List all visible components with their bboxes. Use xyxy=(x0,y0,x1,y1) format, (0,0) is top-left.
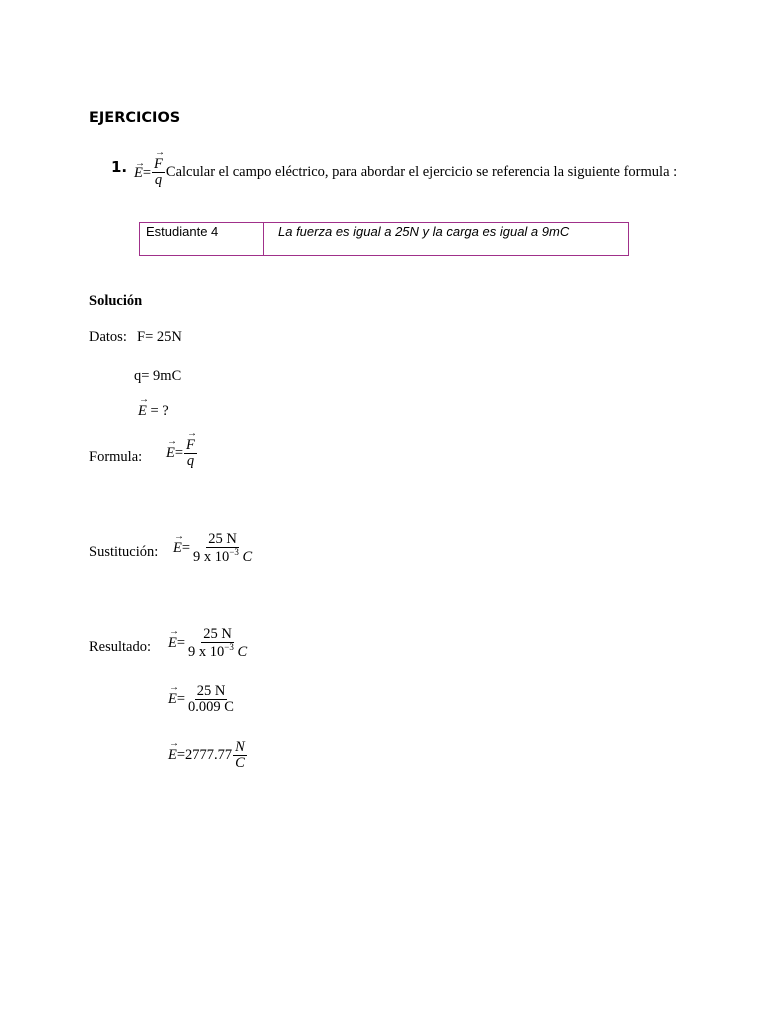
vector-e-symbol: → E xyxy=(134,159,143,187)
list-number: 1. xyxy=(111,158,128,176)
vector-e-symbol: → E xyxy=(166,445,175,462)
vector-f-symbol: → F xyxy=(186,438,195,453)
sustitucion-denominator: 9 x $10^{-3}$ C xyxy=(193,547,253,566)
step2-denominator: 0.009 C xyxy=(188,699,234,716)
statement-cell: La fuerza es igual a 25N y la carga es igual a 9mC xyxy=(264,223,629,256)
sustitucion-equation xyxy=(173,532,255,565)
vector-e-symbol: → E xyxy=(168,747,177,764)
exercise-paragraph xyxy=(134,157,678,188)
equals-sign: = xyxy=(176,691,186,708)
step1-denominator: 9 x $10^{-3}$ C xyxy=(188,642,248,661)
formula-label: Formula: xyxy=(89,449,143,465)
vector-e-symbol: → E xyxy=(168,691,177,708)
exercise-text: Calcular el campo eléctrico, para abordar el ejercicio se referencia la siguiente formula : xyxy=(165,164,678,181)
charge-symbol: q xyxy=(154,172,163,189)
resultado-step-2 xyxy=(168,684,237,715)
resultado-step-1 xyxy=(168,627,250,660)
sustitucion-label: Sustitución: xyxy=(89,544,159,560)
step1-numerator: 25 N xyxy=(203,626,232,642)
inline-formula xyxy=(134,157,166,188)
formula-fraction xyxy=(184,438,197,469)
page-heading: EJERCICIOS xyxy=(89,110,181,126)
charge-symbol: q xyxy=(186,453,195,470)
formula-equation xyxy=(166,438,198,469)
datos-label: Datos: xyxy=(89,329,127,345)
force-over-charge-fraction xyxy=(152,157,165,188)
result-unit-denominator: C xyxy=(235,755,245,772)
step2-fraction xyxy=(186,684,236,715)
resultado-step-3 xyxy=(168,740,248,771)
equals-sign: = xyxy=(176,635,186,652)
equals-sign: = xyxy=(142,164,152,181)
datos-unknown xyxy=(138,403,169,420)
result-value: 2777.77 xyxy=(185,747,233,764)
sustitucion-numerator: 25 N xyxy=(208,531,237,547)
result-unit-numerator: N xyxy=(235,739,245,755)
equals-sign: = xyxy=(174,445,184,462)
datos-force: F= 25N xyxy=(137,329,182,345)
student-table xyxy=(139,222,629,256)
vector-e-symbol: → E xyxy=(173,540,182,557)
equals-sign: = xyxy=(181,540,191,557)
equals-sign: = xyxy=(176,747,186,764)
vector-e-symbol: → E xyxy=(168,635,177,652)
unknown-mark: = ? xyxy=(150,403,169,419)
step1-fraction xyxy=(186,627,249,660)
datos-charge: q= 9mC xyxy=(134,368,182,384)
sustitucion-fraction xyxy=(191,532,254,565)
student-cell: Estudiante 4 xyxy=(140,223,264,256)
vector-e-symbol: → E xyxy=(138,403,147,420)
solution-heading: Solución xyxy=(89,293,143,309)
resultado-label: Resultado: xyxy=(89,639,152,655)
vector-f-symbol: → F xyxy=(154,157,163,172)
step2-numerator: 25 N xyxy=(196,683,226,699)
result-unit-fraction xyxy=(233,740,247,771)
